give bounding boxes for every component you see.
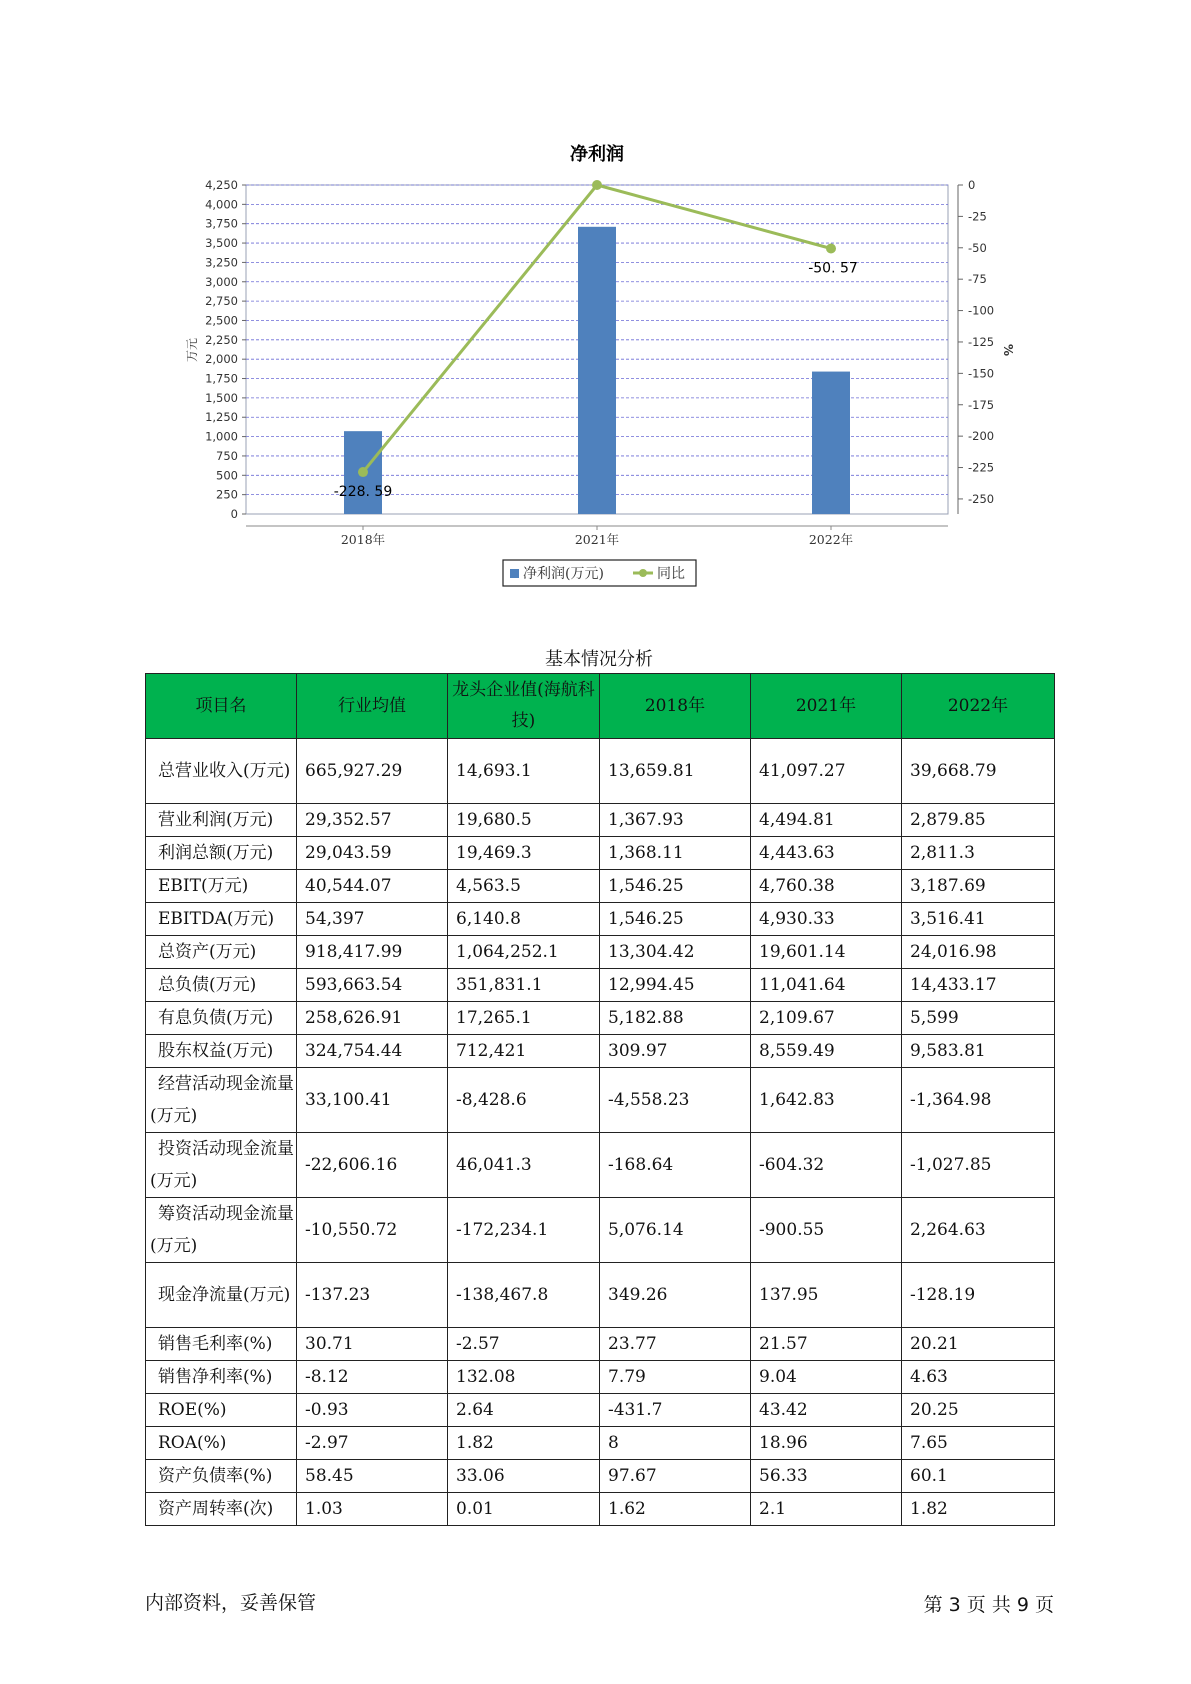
table-cell: 4.63 bbox=[902, 1361, 1055, 1394]
table-cell: 8 bbox=[600, 1427, 751, 1460]
table-cell: 12,994.45 bbox=[600, 969, 751, 1002]
table-cell: 18.96 bbox=[751, 1427, 902, 1460]
table-cell: -172,234.1 bbox=[448, 1198, 600, 1263]
table-cell: 41,097.27 bbox=[751, 739, 902, 804]
table-cell: -8,428.6 bbox=[448, 1068, 600, 1133]
right-tick-label: -225 bbox=[968, 460, 995, 475]
table-cell: 20.21 bbox=[902, 1328, 1055, 1361]
row-label-cell: 总资产(万元) bbox=[146, 936, 297, 969]
table-cell: 1,546.25 bbox=[600, 870, 751, 903]
right-tick-label: -150 bbox=[968, 366, 995, 381]
data-label: -50. 57 bbox=[808, 260, 858, 277]
table-cell: 324,754.44 bbox=[297, 1035, 448, 1068]
row-label-cell: 资产周转率(次) bbox=[146, 1493, 297, 1526]
table-cell: 1.82 bbox=[902, 1493, 1055, 1526]
row-label-cell: 总负债(万元) bbox=[146, 969, 297, 1002]
table-row bbox=[146, 969, 1055, 1002]
table-cell: 5,599 bbox=[902, 1002, 1055, 1035]
row-label-cell: 股东权益(万元) bbox=[146, 1035, 297, 1068]
table-cell: -2.57 bbox=[448, 1328, 600, 1361]
left-tick-label: 1,500 bbox=[205, 390, 238, 405]
table-row bbox=[146, 1198, 1055, 1263]
table-cell: 0.01 bbox=[448, 1493, 600, 1526]
left-tick-label: 3,500 bbox=[205, 236, 238, 251]
legend-line-label: 同比 bbox=[657, 566, 685, 582]
table-cell: -10,550.72 bbox=[297, 1198, 448, 1263]
table-row bbox=[146, 1068, 1055, 1133]
table-cell: 97.67 bbox=[600, 1460, 751, 1493]
left-tick-label: 1,000 bbox=[205, 429, 238, 444]
table-header-row bbox=[146, 674, 1055, 739]
table-cell: -900.55 bbox=[751, 1198, 902, 1263]
table-cell: 19,601.14 bbox=[751, 936, 902, 969]
table-header-cell: 龙头企业值(海航科技) bbox=[448, 674, 600, 739]
left-tick-label: 750 bbox=[216, 448, 238, 463]
table-cell: 40,544.07 bbox=[297, 870, 448, 903]
table-cell: 20.25 bbox=[902, 1394, 1055, 1427]
right-tick-label: -250 bbox=[968, 491, 995, 506]
row-label-cell: 有息负债(万元) bbox=[146, 1002, 297, 1035]
data-label: -228. 59 bbox=[333, 484, 393, 501]
table-cell: 19,469.3 bbox=[448, 837, 600, 870]
row-label-cell: EBITDA(万元) bbox=[146, 903, 297, 936]
table-cell: 29,043.59 bbox=[297, 837, 448, 870]
table-cell: 4,760.38 bbox=[751, 870, 902, 903]
left-tick-label: 2,000 bbox=[205, 352, 238, 367]
table-row bbox=[146, 1361, 1055, 1394]
legend-line-marker bbox=[639, 569, 647, 577]
left-tick-label: 2,250 bbox=[205, 332, 238, 347]
left-tick-label: 2,500 bbox=[205, 313, 238, 328]
table-cell: 58.45 bbox=[297, 1460, 448, 1493]
x-tick-label: 2018年 bbox=[340, 532, 386, 547]
table-cell: 43.42 bbox=[751, 1394, 902, 1427]
table-cell: -128.19 bbox=[902, 1263, 1055, 1328]
table-cell: 1.82 bbox=[448, 1427, 600, 1460]
table-row bbox=[146, 870, 1055, 903]
table-cell: 56.33 bbox=[751, 1460, 902, 1493]
row-label-cell: ROE(%) bbox=[146, 1394, 297, 1427]
table-row bbox=[146, 804, 1055, 837]
table-cell: 46,041.3 bbox=[448, 1133, 600, 1198]
legend-bar-swatch bbox=[510, 569, 519, 578]
table-header-cell: 2018年 bbox=[600, 674, 751, 739]
table-cell: 9,583.81 bbox=[902, 1035, 1055, 1068]
left-axis-label: 万元 bbox=[185, 337, 199, 363]
table-cell: 6,140.8 bbox=[448, 903, 600, 936]
table-cell: 137.95 bbox=[751, 1263, 902, 1328]
table-cell: 23.77 bbox=[600, 1328, 751, 1361]
left-tick-label: 4,000 bbox=[205, 197, 238, 212]
table-row bbox=[146, 1035, 1055, 1068]
table-cell: 7.65 bbox=[902, 1427, 1055, 1460]
table-cell: 21.57 bbox=[751, 1328, 902, 1361]
left-tick-label: 1,250 bbox=[205, 410, 238, 425]
table-cell: 712,421 bbox=[448, 1035, 600, 1068]
footer-confidential-note: 内部资料，妥善保管 bbox=[145, 1592, 317, 1614]
table-cell: 3,516.41 bbox=[902, 903, 1055, 936]
table-cell: 33.06 bbox=[448, 1460, 600, 1493]
table-cell: 2,811.3 bbox=[902, 837, 1055, 870]
table-cell: 1,368.11 bbox=[600, 837, 751, 870]
table-cell: 4,563.5 bbox=[448, 870, 600, 903]
table-row bbox=[146, 1002, 1055, 1035]
right-tick-label: 0 bbox=[968, 178, 976, 192]
table-cell: 2.64 bbox=[448, 1394, 600, 1427]
table-cell: 4,930.33 bbox=[751, 903, 902, 936]
bar bbox=[812, 372, 850, 514]
table-row bbox=[146, 1328, 1055, 1361]
table-cell: -1,027.85 bbox=[902, 1133, 1055, 1198]
table-cell: 2,109.67 bbox=[751, 1002, 902, 1035]
table-cell: 593,663.54 bbox=[297, 969, 448, 1002]
table-cell: 2,879.85 bbox=[902, 804, 1055, 837]
left-tick-label: 3,750 bbox=[205, 216, 238, 231]
left-tick-label: 3,000 bbox=[205, 274, 238, 289]
table-cell: 39,668.79 bbox=[902, 739, 1055, 804]
right-tick-label: -175 bbox=[968, 397, 995, 412]
table-cell: 1,064,252.1 bbox=[448, 936, 600, 969]
table-header-cell: 项目名 bbox=[146, 674, 297, 739]
net-profit-chart bbox=[0, 0, 1191, 600]
table-cell: 17,265.1 bbox=[448, 1002, 600, 1035]
table-cell: 4,443.63 bbox=[751, 837, 902, 870]
table-cell: -431.7 bbox=[600, 1394, 751, 1427]
table-cell: -0.93 bbox=[297, 1394, 448, 1427]
table-cell: 1,546.25 bbox=[600, 903, 751, 936]
row-label-cell: 现金净流量(万元) bbox=[146, 1263, 297, 1328]
row-label-cell: 筹资活动现金流量(万元) bbox=[146, 1198, 297, 1263]
table-cell: 7.79 bbox=[600, 1361, 751, 1394]
left-tick-label: 4,250 bbox=[205, 178, 238, 192]
right-tick-label: -50 bbox=[968, 240, 987, 255]
yoy-point bbox=[826, 244, 836, 254]
table-cell: 8,559.49 bbox=[751, 1035, 902, 1068]
table-cell: 11,041.64 bbox=[751, 969, 902, 1002]
table-cell: 13,304.42 bbox=[600, 936, 751, 969]
table-cell: 4,494.81 bbox=[751, 804, 902, 837]
table-cell: 1.62 bbox=[600, 1493, 751, 1526]
left-tick-label: 2,750 bbox=[205, 294, 238, 309]
table-cell: 30.71 bbox=[297, 1328, 448, 1361]
table-body bbox=[146, 739, 1055, 1526]
right-tick-label: -200 bbox=[968, 429, 995, 444]
table-row bbox=[146, 1493, 1055, 1526]
right-tick-label: -75 bbox=[968, 272, 987, 287]
right-tick-label: -100 bbox=[968, 303, 995, 318]
table-cell: 54,397 bbox=[297, 903, 448, 936]
table-cell: 5,076.14 bbox=[600, 1198, 751, 1263]
table-row bbox=[146, 1427, 1055, 1460]
right-axis-label: % bbox=[1001, 343, 1015, 357]
table-cell: 309.97 bbox=[600, 1035, 751, 1068]
row-label-cell: 经营活动现金流量(万元) bbox=[146, 1068, 297, 1133]
table-header-cell: 行业均值 bbox=[297, 674, 448, 739]
table-cell: -1,364.98 bbox=[902, 1068, 1055, 1133]
table-row bbox=[146, 1394, 1055, 1427]
table-cell: 918,417.99 bbox=[297, 936, 448, 969]
table-row bbox=[146, 903, 1055, 936]
table-row bbox=[146, 936, 1055, 969]
table-cell: -604.32 bbox=[751, 1133, 902, 1198]
table-cell: 2,264.63 bbox=[902, 1198, 1055, 1263]
table-header-cell: 2022年 bbox=[902, 674, 1055, 739]
table-cell: -137.23 bbox=[297, 1263, 448, 1328]
row-label-cell: 投资活动现金流量(万元) bbox=[146, 1133, 297, 1198]
x-tick-label: 2022年 bbox=[808, 532, 854, 547]
row-label-cell: 营业利润(万元) bbox=[146, 804, 297, 837]
row-label-cell: EBIT(万元) bbox=[146, 870, 297, 903]
table-cell: 3,187.69 bbox=[902, 870, 1055, 903]
x-tick-label: 2021年 bbox=[574, 532, 620, 547]
table-cell: 1,642.83 bbox=[751, 1068, 902, 1133]
table-row bbox=[146, 1460, 1055, 1493]
table-cell: 19,680.5 bbox=[448, 804, 600, 837]
row-label-cell: 销售净利率(%) bbox=[146, 1361, 297, 1394]
table-cell: 14,433.17 bbox=[902, 969, 1055, 1002]
table-cell: 5,182.88 bbox=[600, 1002, 751, 1035]
row-label-cell: 资产负债率(%) bbox=[146, 1460, 297, 1493]
table-cell: 24,016.98 bbox=[902, 936, 1055, 969]
legend-bar-label: 净利润(万元) bbox=[523, 566, 604, 582]
table-row bbox=[146, 837, 1055, 870]
left-tick-label: 250 bbox=[216, 487, 238, 502]
table-row bbox=[146, 1263, 1055, 1328]
left-tick-label: 1,750 bbox=[205, 371, 238, 386]
right-tick-label: -25 bbox=[968, 209, 987, 224]
table-cell: -168.64 bbox=[600, 1133, 751, 1198]
table-header-cell: 2021年 bbox=[751, 674, 902, 739]
table-cell: 29,352.57 bbox=[297, 804, 448, 837]
table-cell: 1.03 bbox=[297, 1493, 448, 1526]
table-cell: -22,606.16 bbox=[297, 1133, 448, 1198]
table-cell: -138,467.8 bbox=[448, 1263, 600, 1328]
table-cell: 1,367.93 bbox=[600, 804, 751, 837]
left-tick-label: 3,250 bbox=[205, 255, 238, 270]
table-cell: 351,831.1 bbox=[448, 969, 600, 1002]
table-caption: 基本情况分析 bbox=[545, 649, 653, 670]
table-cell: 132.08 bbox=[448, 1361, 600, 1394]
left-tick-label: 500 bbox=[216, 468, 238, 483]
left-tick-label: 0 bbox=[230, 507, 238, 521]
footer-page-number: 第 3 页 共 9 页 bbox=[923, 1594, 1054, 1616]
table-cell: 60.1 bbox=[902, 1460, 1055, 1493]
table-cell: 9.04 bbox=[751, 1361, 902, 1394]
bar bbox=[578, 227, 616, 514]
basic-analysis-table bbox=[145, 673, 1055, 1526]
table-cell: -4,558.23 bbox=[600, 1068, 751, 1133]
row-label-cell: 销售毛利率(%) bbox=[146, 1328, 297, 1361]
table-cell: -8.12 bbox=[297, 1361, 448, 1394]
table-cell: 349.26 bbox=[600, 1263, 751, 1328]
row-label-cell: 利润总额(万元) bbox=[146, 837, 297, 870]
table-row bbox=[146, 739, 1055, 804]
table-cell: 665,927.29 bbox=[297, 739, 448, 804]
table-cell: -2.97 bbox=[297, 1427, 448, 1460]
table-cell: 2.1 bbox=[751, 1493, 902, 1526]
table-cell: 14,693.1 bbox=[448, 739, 600, 804]
yoy-point bbox=[358, 467, 368, 477]
table-cell: 13,659.81 bbox=[600, 739, 751, 804]
row-label-cell: 总营业收入(万元) bbox=[146, 739, 297, 804]
chart-title: 净利润 bbox=[570, 144, 624, 165]
table-row bbox=[146, 1133, 1055, 1198]
row-label-cell: ROA(%) bbox=[146, 1427, 297, 1460]
table-cell: 258,626.91 bbox=[297, 1002, 448, 1035]
right-tick-label: -125 bbox=[968, 334, 995, 349]
yoy-point bbox=[592, 180, 602, 190]
table-cell: 33,100.41 bbox=[297, 1068, 448, 1133]
